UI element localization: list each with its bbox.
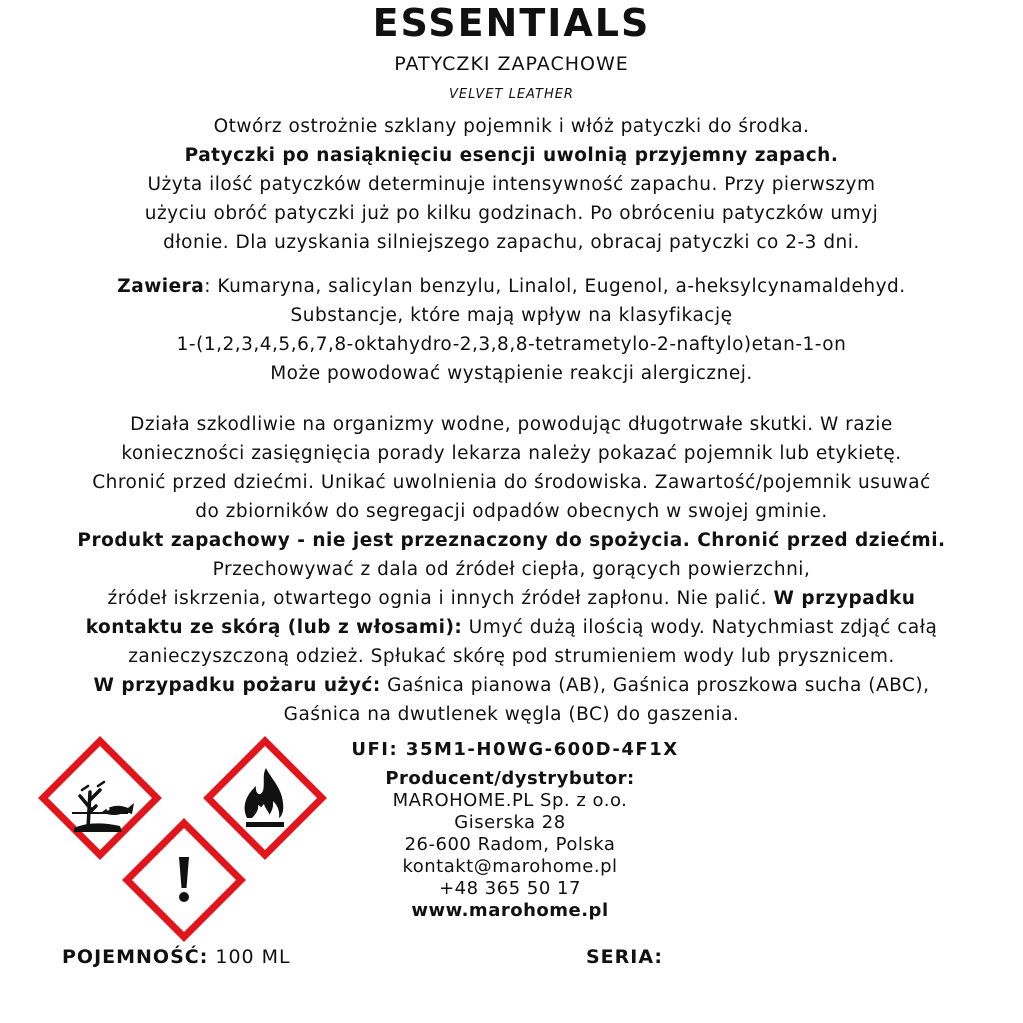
composition-label: Zawiera xyxy=(117,276,205,297)
warning-line: Chronić przed dziećmi. Unikać uwolnienia do środowiska. Zawartość/pojemnik usuwać xyxy=(92,472,931,493)
producer-street: Giserska 28 xyxy=(454,812,566,833)
warning-line: Gaśnica na dwutlenek węgla (BC) do gaszenia. xyxy=(283,704,740,725)
warning-line: konieczności zasięgnięcia porady lekarza należy pokazać pojemnik lub etykietę. xyxy=(121,443,902,464)
instructions-line-bold: Patyczki po nasiąknięciu esencji uwolnią przyjemny zapach. xyxy=(184,145,839,166)
warning-line: do zbiorników do segregacji odpadów obecnych w swojej gminie. xyxy=(195,501,828,522)
warning-bold: W przypadku xyxy=(773,588,916,609)
composition-line: 1-(1,2,3,4,5,6,7,8-oktahydro-2,3,8,8-tetrametylo-2-naftylo)etan-1-on xyxy=(176,334,847,355)
producer-phone: +48 365 50 17 xyxy=(439,878,581,899)
instructions-line: Użyta ilość patyczków determinuje intensywność zapachu. Przy pierwszym xyxy=(147,174,876,195)
composition-line: Substancje, które mają wpływ na klasyfikację xyxy=(290,305,733,326)
producer-email: kontakt@marohome.pl xyxy=(402,856,618,877)
product-subtitle: PATYCZKI ZAPACHOWE xyxy=(394,53,629,75)
instructions-line: Otwórz ostrożnie szklany pojemnik i włóż patyczki do środka. xyxy=(213,116,810,137)
producer-block xyxy=(340,768,680,922)
warning-line: Przechowywać z dala od źródeł ciepła, gorących powierzchni, xyxy=(212,559,811,580)
warning-line-bold: Produkt zapachowy - nie jest przeznaczony do spożycia. Chronić przed dziećmi. xyxy=(77,530,946,551)
exclamation-mark-icon xyxy=(127,823,241,937)
series-label: SERIA: xyxy=(586,946,664,968)
capacity-label: POJEMNOŚĆ: xyxy=(62,946,209,968)
brand-title: ESSENTIALS xyxy=(372,1,651,45)
product-variant: VELVET LEATHER xyxy=(449,87,574,102)
producer-city: 26-600 Radom, Polska xyxy=(404,834,616,855)
hazard-pictograms xyxy=(0,0,340,950)
warning-text: Gaśnica pianowa (AB), Gaśnica proszkowa sucha (ABC), xyxy=(380,675,930,696)
instructions-line: dłonie. Dla uzyskania silniejszego zapachu, obracaj patyczki co 2-3 dni. xyxy=(163,232,860,253)
capacity xyxy=(62,946,291,968)
instructions-line: użyciu obróć patyczki już po kilku godzinach. Po obróceniu patyczków umyj xyxy=(144,203,879,224)
producer-company: MAROHOME.PL Sp. z o.o. xyxy=(392,790,628,811)
warning-text: Umyć dużą ilością wody. Natychmiast zdjąć całą xyxy=(462,617,938,638)
producer-website: www.marohome.pl xyxy=(411,900,609,921)
warning-text: źródeł iskrzenia, otwartego ognia i innych źródeł zapłonu. Nie palić. xyxy=(107,588,774,609)
flammable-icon xyxy=(208,741,322,855)
composition-ingredients-text: : Kumaryna, salicylan benzylu, Linalol, Eugenol, a-heksylcynamaldehyd. xyxy=(204,276,906,297)
warning-bold: W przypadku pożaru użyć: xyxy=(93,675,381,696)
warning-line: zanieczyszczoną odzież. Spłukać skórę pod strumieniem wody lub prysznicem. xyxy=(128,646,895,667)
warning-line: Działa szkodliwie na organizmy wodne, powodując długotrwałe skutki. W razie xyxy=(130,414,893,435)
environment-hazard-icon xyxy=(43,741,157,855)
composition-line: Może powodować wystąpienie reakcji alergicznej. xyxy=(270,363,753,384)
warning-bold: kontaktu ze skórą (lub z włosami): xyxy=(85,617,463,638)
capacity-value: 100 ML xyxy=(208,946,291,968)
ufi-code: UFI: 35M1-H0WG-600D-4F1X xyxy=(351,739,679,760)
producer-label: Producent/dystrybutor: xyxy=(385,768,635,789)
